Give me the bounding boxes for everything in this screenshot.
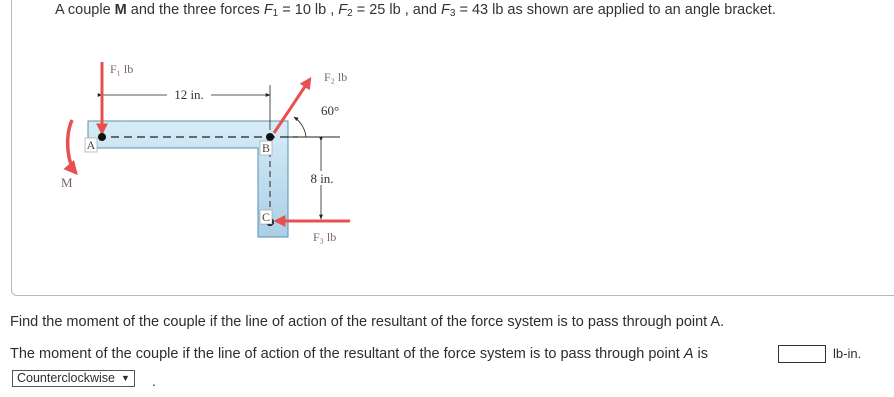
label-f3: F₃ lb	[313, 230, 337, 244]
answer-sentence: The moment of the couple if the line of action of the resultant of the force system is to pass through point A is	[10, 346, 709, 362]
label-m: M	[61, 175, 73, 190]
angle-label: 60°	[321, 103, 340, 118]
force-f2-arrow	[274, 79, 310, 133]
angle-arc	[294, 117, 306, 137]
problem-statement: A couple M and the three forces $F_1 = 10$ lb , $F_2 = 25$ lb , and $F_3 = 43$ lb as shown are applied to an angle bracket.	[55, 2, 776, 19]
label-a: A	[86, 138, 96, 152]
question-text: Find the moment of the couple if the line of action of the resultant of the force system is to pass through point A.	[10, 314, 725, 330]
bracket-body	[88, 121, 288, 237]
period: .	[152, 373, 156, 389]
label-f2: F₂ lb	[324, 70, 348, 84]
couple-m-arrow	[68, 120, 76, 173]
dim-label-12: 12 in.	[174, 87, 204, 102]
moment-answer-input[interactable]	[778, 345, 826, 363]
unit-label: lb-in.	[833, 346, 862, 361]
angle-bracket-diagram	[58, 55, 358, 255]
point-a	[98, 133, 106, 141]
label-c: C	[261, 210, 271, 224]
label-b: B	[261, 141, 271, 155]
dim-label-8: 8 in.	[310, 171, 334, 186]
dropdown-caret-icon: ▼	[120, 373, 130, 383]
direction-selected-value: Counterclockwise	[17, 371, 115, 385]
label-f1: F₁ lb	[110, 62, 134, 76]
direction-select[interactable]	[12, 370, 135, 387]
point-b	[266, 133, 274, 141]
